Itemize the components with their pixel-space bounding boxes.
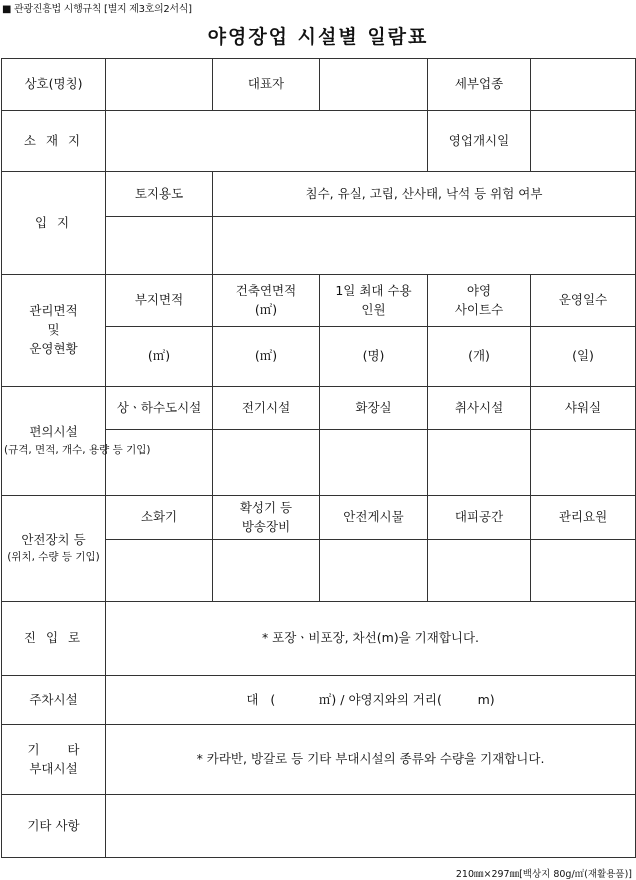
representative-field[interactable] (320, 59, 428, 111)
restroom-label: 화장실 (320, 387, 428, 430)
parking-field[interactable]: 대 ( ㎡) / 야영지와의 거리( m) (106, 676, 636, 725)
pa-system-label: 확성기 등 방송장비 (213, 496, 320, 540)
site-area-field[interactable]: (㎡) (106, 327, 213, 387)
location-field[interactable] (106, 111, 428, 172)
building-area-label: 건축연면적 (㎡) (213, 275, 320, 327)
max-capacity-field[interactable]: (명) (320, 327, 428, 387)
shelter-field[interactable] (428, 540, 531, 602)
parking-label: 주차시설 (2, 676, 106, 725)
page-title: 야영장업 시설별 일람표 (207, 26, 429, 48)
fire-extinguisher-label: 소화기 (106, 496, 213, 540)
fire-extinguisher-field[interactable] (106, 540, 213, 602)
shower-label: 샤워실 (531, 387, 636, 430)
electrical-label: 전기시설 (213, 387, 320, 430)
campsite-count-label: 야영 사이트수 (428, 275, 531, 327)
form-reference-note: ■ 관광진흥법 시행규칙 [별지 제3호의2서식] (2, 4, 192, 15)
remarks-field[interactable] (106, 795, 636, 858)
open-date-field[interactable] (531, 111, 636, 172)
location-label: 소 재 지 (2, 111, 106, 172)
operating-days-field[interactable]: (일) (531, 327, 636, 387)
max-capacity-label: 1일 최대 수용 인원 (320, 275, 428, 327)
paper-spec-note: 210㎜×297㎜[백상지 80g/㎡(재활용품)] (455, 869, 632, 880)
land-use-label: 토지용도 (106, 172, 213, 217)
campsite-count-field[interactable]: (개) (428, 327, 531, 387)
water-sewage-field[interactable] (106, 430, 213, 496)
business-name-field[interactable] (106, 59, 213, 111)
remarks-label: 기타 사항 (2, 795, 106, 858)
shelter-label: 대피공간 (428, 496, 531, 540)
hazard-label: 침수, 유실, 고립, 산사태, 낙석 등 위험 여부 (213, 172, 636, 217)
shower-field[interactable] (531, 430, 636, 496)
business-subtype-label: 세부업종 (428, 59, 531, 111)
cooking-facility-field[interactable] (428, 430, 531, 496)
site-label: 입 지 (2, 172, 106, 275)
operating-days-label: 운영일수 (531, 275, 636, 327)
other-facilities-field[interactable]: * 카라반, 방갈로 등 기타 부대시설의 종류와 수량을 기재합니다. (106, 725, 636, 795)
pa-system-field[interactable] (213, 540, 320, 602)
staff-field[interactable] (531, 540, 636, 602)
water-sewage-label: 상ㆍ하수도시설 (106, 387, 213, 430)
amenities-label: 편의시설 (규격, 면적, 개수, 용량 등 기입) (2, 387, 106, 496)
safety-signs-field[interactable] (320, 540, 428, 602)
restroom-field[interactable] (320, 430, 428, 496)
safety-label: 안전장치 등 (위치, 수량 등 기입) (2, 496, 106, 602)
building-area-field[interactable]: (㎡) (213, 327, 320, 387)
access-road-field[interactable]: * 포장ㆍ비포장, 차선(m)을 기재합니다. (106, 602, 636, 676)
site-area-label: 부지면적 (106, 275, 213, 327)
safety-signs-label: 안전게시물 (320, 496, 428, 540)
other-facilities-label: 기 타 부대시설 (2, 725, 106, 795)
management-label: 관리면적 및 운영현황 (2, 275, 106, 387)
electrical-field[interactable] (213, 430, 320, 496)
staff-label: 관리요원 (531, 496, 636, 540)
open-date-label: 영업개시일 (428, 111, 531, 172)
hazard-field[interactable] (213, 217, 636, 275)
business-name-label: 상호(명칭) (2, 59, 106, 111)
facility-list-form (1, 58, 636, 858)
representative-label: 대표자 (213, 59, 320, 111)
land-use-field[interactable] (106, 217, 213, 275)
cooking-facility-label: 취사시설 (428, 387, 531, 430)
business-subtype-field[interactable] (531, 59, 636, 111)
access-road-label: 진 입 로 (2, 602, 106, 676)
